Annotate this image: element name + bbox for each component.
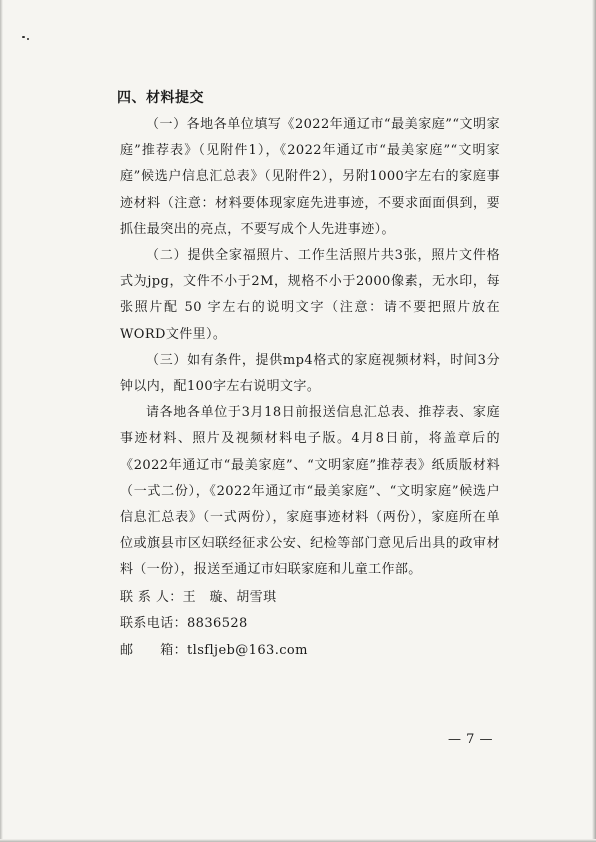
page-number: — 7 — [448,732,494,747]
scan-speck [27,38,29,40]
contact-email-label: 邮 箱： [120,642,188,658]
paragraph-item-1: （一）各地各单位填写《2022年通辽市“最美家庭”“文明家庭”推荐表》（见附件1），《2022年通辽市“最美家庭”“文明家庭”候选户信息汇总表》（见附件2），另附1000字左右的家庭事迹材料（注意：材料要体现家庭先进事迹，不要求面面俱到，要抓住最突出的亮点，不要写成个人先进事迹）。 [120,117,500,237]
contact-phone-value: 8836528 [187,616,248,632]
paragraph-item-2: （二）提供全家福照片、工作生活照片共3张，照片文件格式为jpg，文件不小于2M，规格不小于2000像素，无水印，每张照片配 50 字左右的说明文字（注意：请不要把照片放在WORD文件里）。 [120,248,500,342]
contact-phone [120,611,500,638]
contact-email-value: tlsfljeb@163.com [187,642,308,658]
scan-speck [22,36,25,38]
contact-person-label: 联 系 人： [120,589,183,605]
section-heading: 四、材料提交 [117,90,204,106]
paragraph-item-3: （三）如有条件，提供mp4格式的家庭视频材料，时间3分钟以内，配100字左右说明文字。 [120,352,500,395]
contact-email [120,638,500,665]
scan-edge-left [0,0,3,842]
paragraph-deadline: 请各地各单位于3月18日前报送信息汇总表、推荐表、家庭事迹材料、照片及视频材料电子版。4月8日前，将盖章后的《2022年通辽市“最美家庭”、“文明家庭”推荐表》纸质版材料（一式二份），《2022年通辽市“最美家庭”、“文明家庭”候选户信息汇总表》（一式两份），家庭事迹材料（两份），家庭所在单位或旗县市区妇联经征求公安、纪检等部门意见后出具的政审材料（一份），报送至通辽市妇联家庭和儿童工作部。 [120,405,500,578]
scan-edge-right [592,0,596,842]
document-body [117,88,500,664]
contact-person [120,585,500,612]
contact-person-value: 王 璇、胡雪琪 [182,589,277,605]
contact-phone-label: 联系电话： [120,616,188,632]
